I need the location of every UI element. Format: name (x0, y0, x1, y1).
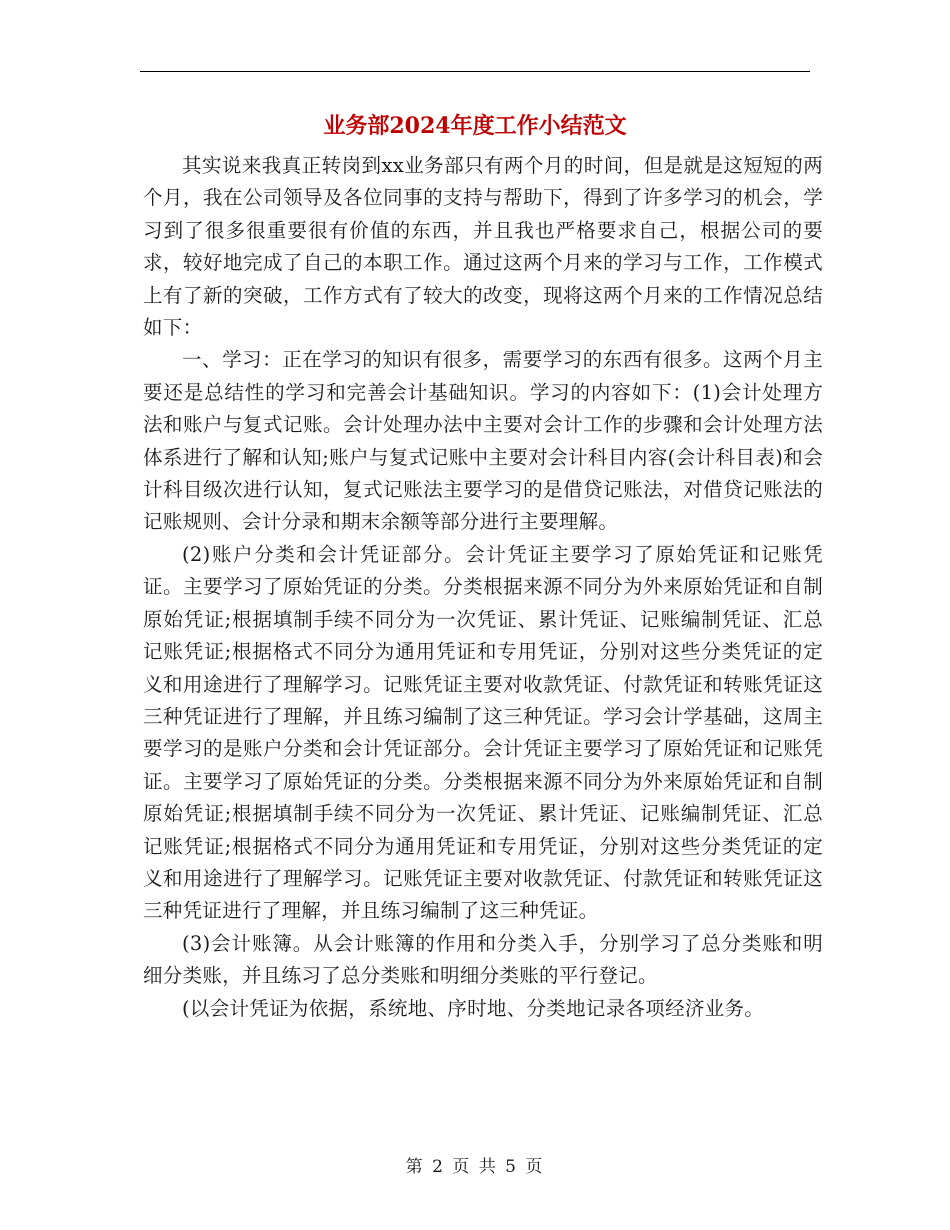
paragraph-study-4: (以会计凭证为依据，系统地、序时地、分类地记录各项经济业务。 (182, 996, 765, 1020)
paragraph-study-1: 一、学习：正在学习的知识有很多，需要学习的东西有很多。这两个月主要还是总结性的学习和完善会计基础知识。学习的内容如下：(1)会计处理方法和账户与复式记账。会计处理办法中主要对会计工作的步骤和会计处理方法体系进行了解和认知;账户与复式记账中主要对会计科目内容(会计科目表)和会计科目级次进行认知，复式记账法主要学习的是借贷记账法，对借贷记账法的记账规则、会计分录和期末余额等部分进行主要理解。 (143, 348, 823, 534)
page-number: 第 2 页 共 5 页 (405, 1157, 545, 1177)
header-rule (140, 71, 810, 72)
paragraph-intro: 其实说来我真正转岗到xx业务部只有两个月的时间，但是就是这短短的两个月，我在公司领导及各位同事的支持与帮助下，得到了许多学习的机会，学习到了很多很重要很有价值的东西，并且我也严格要求自己，根据公司的要求，较好地完成了自己的本职工作。通过这两个月来的学习与工作，工作模式上有了新的突破，工作方式有了较大的改变，现将这两个月来的工作情况总结如下： (143, 154, 823, 340)
paragraph-study-3: (3)会计账簿。从会计账簿的作用和分类入手，分别学习了总分类账和明细分类账，并且练习了总分类账和明细分类账的平行登记。 (143, 931, 823, 988)
document-body (143, 150, 823, 1025)
document-title: 业务部2024年度工作小结范文 (323, 113, 627, 139)
paragraph-study-2: (2)账户分类和会计凭证部分。会计凭证主要学习了原始凭证和记账凭证。主要学习了原始凭证的分类。分类根据来源不同分为外来原始凭证和自制原始凭证;根据填制手续不同分为一次凭证、累计凭证、记账编制凭证、汇总记账凭证;根据格式不同分为通用凭证和专用凭证，分别对这些分类凭证的定义和用途进行了理解学习。记账凭证主要对收款凭证、付款凭证和转账凭证这三种凭证进行了理解，并且练习编制了这三种凭证。学习会计学基础，这周主要学习的是账户分类和会计凭证部分。会计凭证主要学习了原始凭证和记账凭证。主要学习了原始凭证的分类。分类根据来源不同分为外来原始凭证和自制原始凭证;根据填制手续不同分为一次凭证、累计凭证、记账编制凭证、汇总记账凭证;根据格式不同分为通用凭证和专用凭证，分别对这些分类凭证的定义和用途进行了理解学习。记账凭证主要对收款凭证、付款凭证和转账凭证这三种凭证进行了理解，并且练习编制了这三种凭证。 (143, 542, 823, 923)
